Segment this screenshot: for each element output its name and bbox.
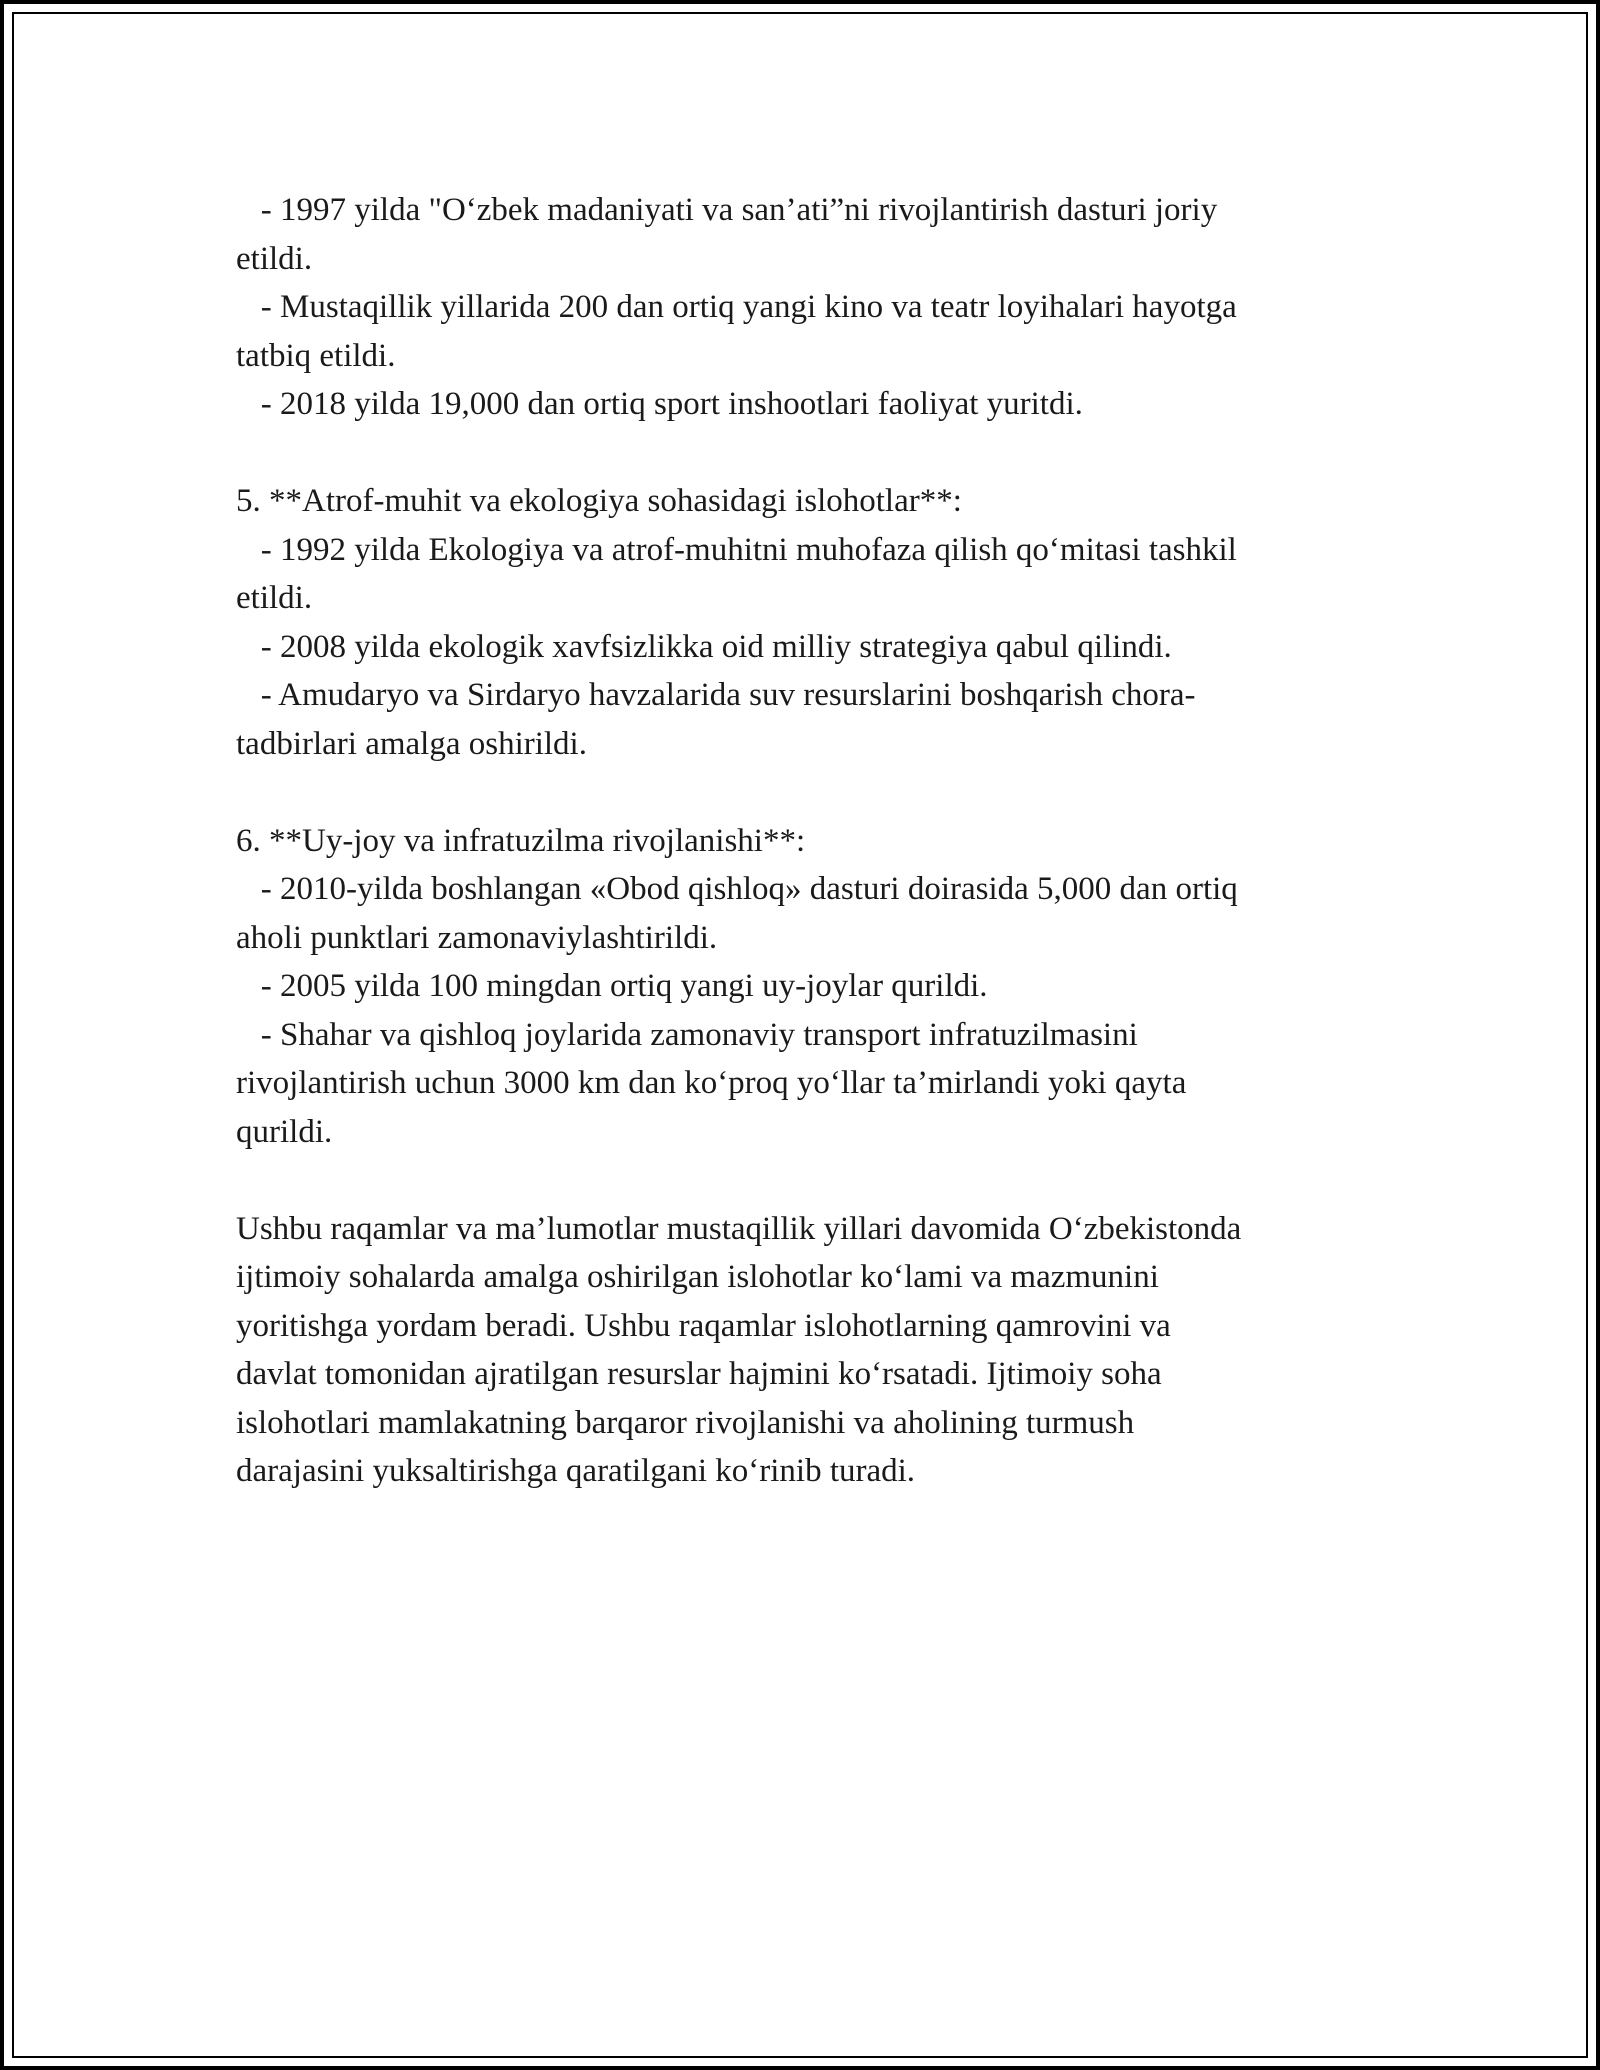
housing-item-transport: - Shahar va qishloq joylarida zamonaviy transport infratuzilmasini	[236, 1016, 1138, 1053]
conclusion-line-6: darajasini yuksaltirishga qaratilgani ko‘rinib turadi.	[236, 1453, 916, 1489]
ecology-item-water-cont: tadbirlari amalga oshirildi.	[236, 725, 587, 762]
paragraph-gap	[236, 1156, 1376, 1205]
housing-item-2010: - 2010-yilda boshlangan «Obod qishloq» dasturi doirasida 5,000 dan ortiq	[236, 871, 1238, 907]
housing-item-2010-cont: aholi punktlari zamonaviylashtirildi.	[236, 919, 718, 956]
conclusion-line-5: islohotlari mamlakatning barqaror rivojlanishi va aholining turmush	[236, 1404, 1135, 1441]
culture-item-sport: - 2018 yilda 19,000 dan ortiq sport inshootlari faoliyat yuritdi.	[236, 386, 1083, 422]
housing-item-2005: - 2005 yilda 100 mingdan ortiq yangi uy-joylar qurildi.	[236, 968, 988, 1004]
culture-item-projects: - Mustaqillik yillarida 200 dan ortiq yangi kino va teatr loyihalari hayotga	[236, 289, 1237, 325]
culture-item-1997-cont: etildi.	[236, 240, 313, 277]
ecology-item-1992-cont: etildi.	[236, 580, 313, 616]
ecology-item-water: - Amudaryo va Sirdaryo havzalarida suv resurslarini boshqarish chora-	[236, 677, 1196, 713]
section-heading-housing: 6. **Uy-joy va infratuzilma rivojlanishi**:	[236, 822, 806, 859]
conclusion-line-2: ijtimoiy sohalarda amalga oshirilgan islohotlar ko‘lami va mazmunini	[236, 1259, 1159, 1295]
document-body	[236, 186, 1376, 1496]
ecology-item-1992: - 1992 yilda Ekologiya va atrof-muhitni muhofaza qilish qo‘mitasi tashkil	[236, 531, 1237, 568]
section-heading-ecology: 5. **Atrof-muhit va ekologiya sohasidagi islohotlar**:	[236, 483, 962, 519]
paragraph-gap	[236, 429, 1376, 478]
culture-item-1997: - 1997 yilda "O‘zbek madaniyati va san’ati”ni rivojlantirish dasturi joriy	[236, 192, 1218, 228]
ecology-item-2008: - 2008 yilda ekologik xavfsizlikka oid milliy strategiya qabul qilindi.	[236, 628, 1172, 665]
conclusion-line-3: yoritishga yordam beradi. Ushbu raqamlar islohotlarning qamrovini va	[236, 1307, 1171, 1344]
paragraph-gap	[236, 768, 1376, 817]
conclusion-line-4: davlat tomonidan ajratilgan resurslar hajmini ko‘rsatadi. Ijtimoiy soha	[236, 1356, 1162, 1392]
conclusion-line-1: Ushbu raqamlar va ma’lumotlar mustaqillik yillari davomida O‘zbekistonda	[236, 1210, 1242, 1247]
housing-item-transport-cont: rivojlantirish uchun 3000 km dan ko‘proq yo‘llar ta’mirlandi yoki qayta	[236, 1065, 1187, 1101]
housing-item-transport-cont2: qurildi.	[236, 1113, 333, 1150]
culture-item-projects-cont: tatbiq etildi.	[236, 337, 396, 374]
